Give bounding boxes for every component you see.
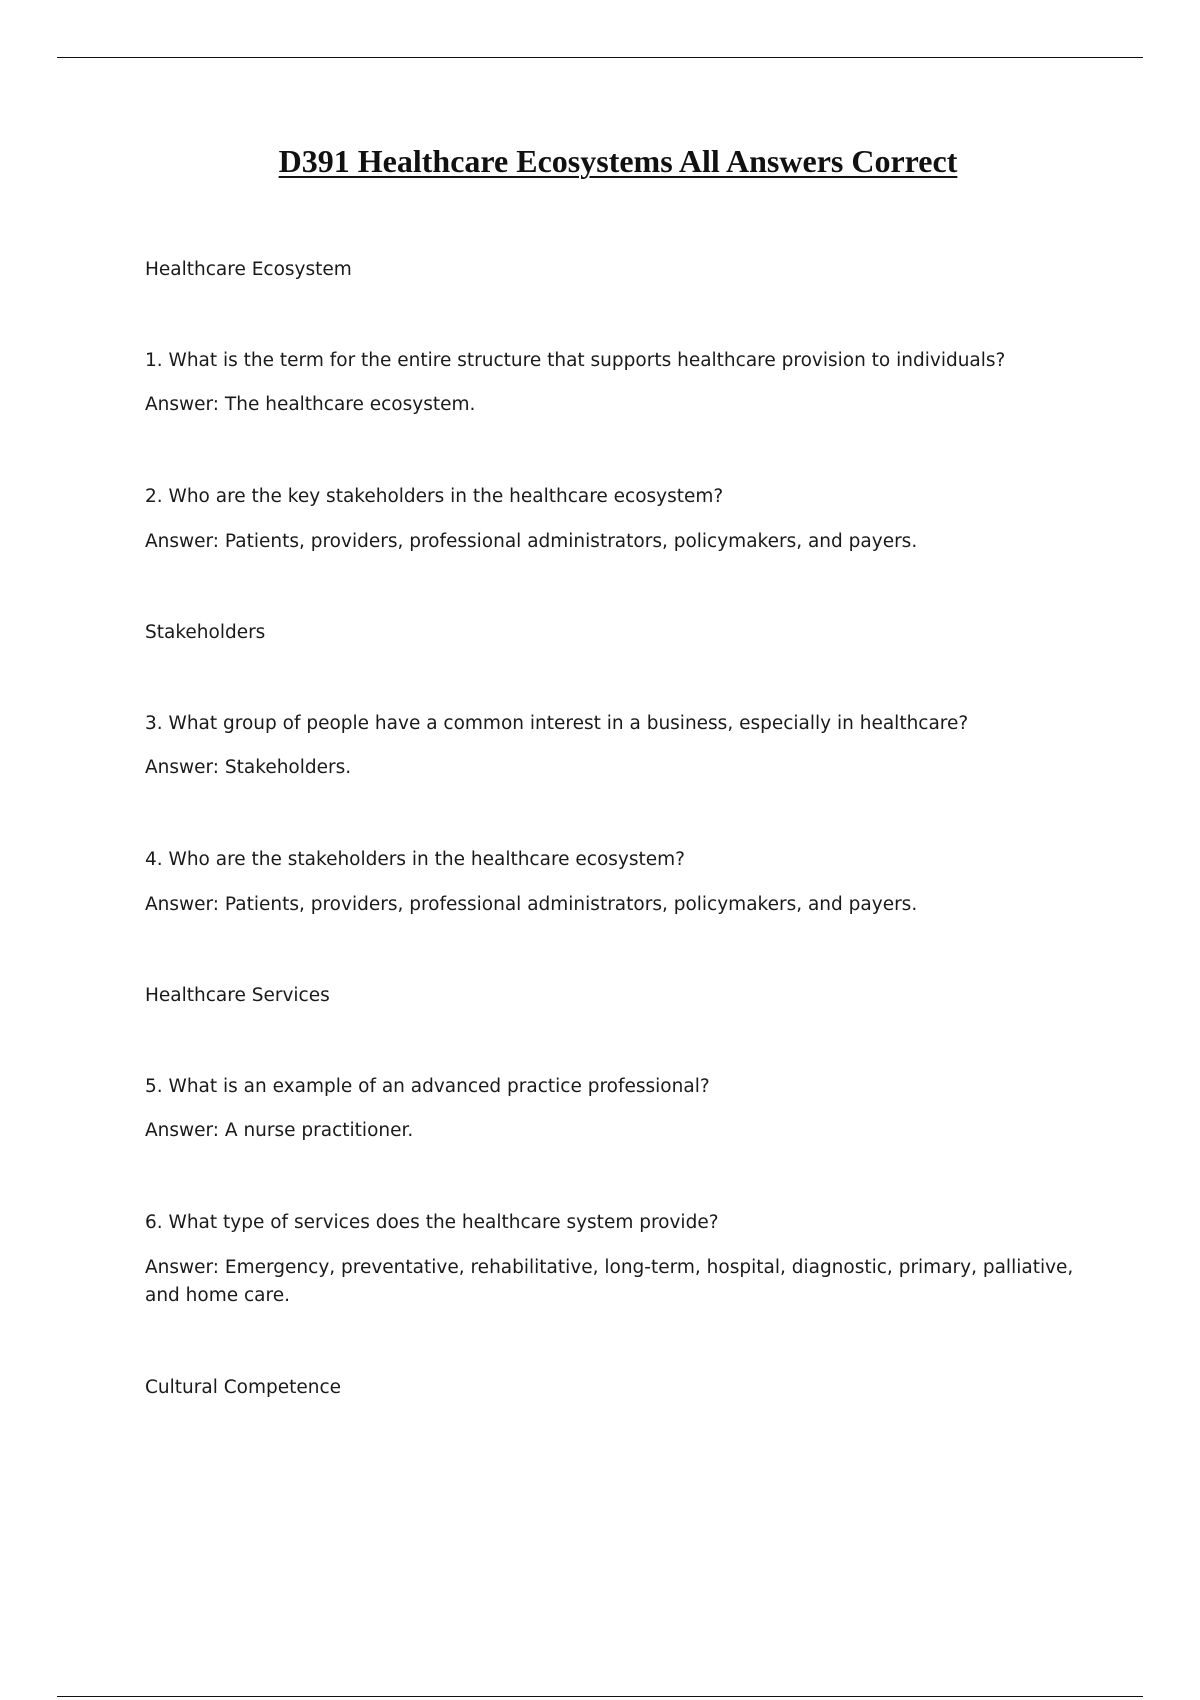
question-2: 2. Who are the key stakeholders in the healthcare ecosystem?: [145, 486, 724, 507]
document-title: D391 Healthcare Ecosystems All Answers Correct: [278, 143, 958, 179]
question-4: 4. Who are the stakeholders in the healthcare ecosystem?: [145, 849, 685, 870]
question-5: 5. What is an example of an advanced practice professional?: [145, 1076, 710, 1097]
answer-5: Answer: A nurse practitioner.: [145, 1120, 414, 1141]
question-3: 3. What group of people have a common interest in a business, especially in healthcare?: [145, 713, 969, 734]
top-rule: [57, 57, 1143, 58]
section-heading-stakeholders: Stakeholders: [145, 622, 266, 643]
answer-6: Answer: Emergency, preventative, rehabilitative, long-term, hospital, diagnostic, primary, palliative, and home care.: [145, 1257, 1074, 1306]
section-heading-cultural-competence: Cultural Competence: [145, 1377, 342, 1398]
bottom-rule: [57, 1696, 1143, 1697]
answer-1: Answer: The healthcare ecosystem.: [145, 394, 476, 415]
question-1: 1. What is the term for the entire structure that supports healthcare provision to individuals?: [145, 350, 1006, 371]
answer-2: Answer: Patients, providers, professional administrators, policymakers, and payers.: [145, 531, 918, 552]
section-heading-healthcare-ecosystem: Healthcare Ecosystem: [145, 259, 352, 280]
question-6: 6. What type of services does the healthcare system provide?: [145, 1212, 719, 1233]
section-heading-healthcare-services: Healthcare Services: [145, 985, 330, 1006]
answer-3: Answer: Stakeholders.: [145, 757, 352, 778]
answer-4: Answer: Patients, providers, professional administrators, policymakers, and payers.: [145, 894, 918, 915]
